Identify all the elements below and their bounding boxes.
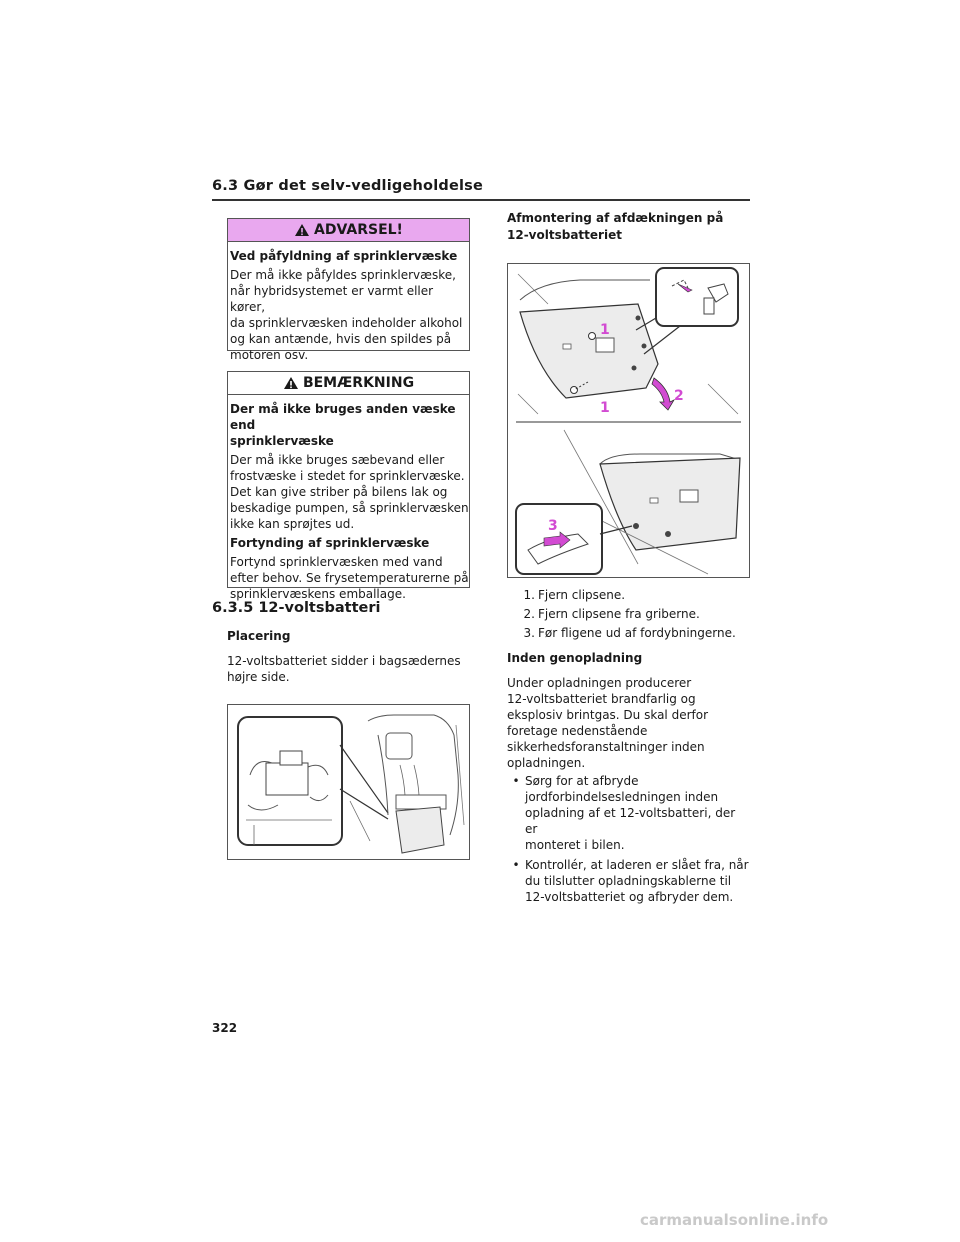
text-line: Sørg for at afbryde: [525, 774, 639, 788]
bullet-dot: •: [512, 858, 520, 872]
removal-steps: [507, 587, 750, 644]
step-text: Fjern clipsene.: [538, 588, 626, 602]
section-title: 6.3 Gør det selv-vedligeholdelse: [212, 178, 484, 194]
text-line: monteret i bilen.: [525, 838, 625, 852]
caution-triangle-icon: [283, 376, 299, 390]
list-item: [507, 625, 750, 644]
text-line: sikkerhedsforanstaltninger inden: [507, 740, 705, 754]
text-line: jordforbindelsesledningen inden: [525, 790, 719, 804]
list-item: [507, 587, 750, 606]
text-line: eksplosiv brintgas. Du skal derfor: [507, 708, 709, 722]
text-line: 12-voltsbatteriet: [507, 228, 622, 242]
warning-header: [228, 219, 469, 242]
text-line: 12-voltsbatteriet og afbryder dem.: [525, 890, 734, 904]
placement-heading: Placering: [227, 629, 291, 643]
text-line: Der må ikke bruges sæbevand eller: [230, 453, 445, 467]
battery-section-title: 6.3.5 12-voltsbatteri: [212, 600, 381, 616]
notice-box: [227, 371, 470, 601]
text-line: frostvæske i stedet for sprinklervæske.: [230, 469, 465, 483]
text-line: ikke kan sprøjtes ud.: [230, 517, 355, 531]
warning-subheading: Ved påfyldning af sprinklervæske: [230, 249, 458, 263]
charging-heading: Inden genopladning: [507, 651, 643, 665]
notice-header: [228, 372, 469, 395]
notice-heading: BEMÆRKNING: [302, 375, 415, 391]
warning-triangle-icon: [294, 223, 310, 237]
text-line: da sprinklervæsken indeholder alkohol: [230, 316, 463, 330]
text-line: foretage nedenstående: [507, 724, 648, 738]
battery-location-figure: [227, 704, 470, 860]
removal-heading: [507, 210, 750, 244]
text-line: Fortynd sprinklervæsken med vand: [230, 555, 443, 569]
page-number: 322: [212, 1021, 238, 1035]
notice-subheading-2: Fortynding af sprinklervæske: [230, 536, 430, 550]
text-line: højre side.: [227, 670, 290, 684]
battery-location-illustration: [228, 705, 469, 859]
bullet-dot: •: [512, 774, 520, 788]
text-line: Der må ikke bruges anden væske end: [230, 402, 456, 432]
text-line: beskadige pumpen, så sprinklervæsken: [230, 501, 469, 515]
header-rule: [212, 199, 750, 201]
text-line: Afmontering af afdækningen på: [507, 211, 724, 225]
text-line: motoren osv.: [230, 348, 309, 362]
cover-removal-illustration: [508, 264, 749, 577]
list-item: [507, 606, 750, 625]
text-line: opladning af et 12-voltsbatteri, der er: [525, 806, 736, 836]
callout-1-top: 1: [600, 322, 610, 338]
notice-text-1: [230, 452, 469, 532]
watermark: carmanualsonline.info: [640, 1211, 829, 1229]
text-line: efter behov. Se frysetemperaturerne på: [230, 571, 469, 585]
step-number: 3.: [523, 626, 535, 640]
warning-text: [230, 267, 469, 363]
callout-3: 3: [548, 518, 558, 534]
text-line: Der må ikke påfyldes sprinklervæske,: [230, 268, 456, 282]
callout-1-bottom: 1: [600, 400, 610, 416]
notice-text-2: [230, 554, 469, 602]
list-item: [507, 857, 750, 905]
step-text: Før fligene ud af fordybningerne.: [538, 626, 736, 640]
text-line: sprinklervæskens emballage.: [230, 587, 406, 601]
text-line: når hybridsystemet er varmt eller kører,: [230, 284, 434, 314]
placement-text: [227, 653, 472, 685]
list-item: [507, 773, 750, 853]
text-line: 12-voltsbatteriet sidder i bagsædernes: [227, 654, 461, 668]
text-line: du tilslutter opladningskablerne til: [525, 874, 732, 888]
callout-2: 2: [674, 388, 684, 404]
text-line: Kontrollér, at laderen er slået fra, når: [525, 858, 749, 872]
text-line: og kan antænde, hvis den spildes på: [230, 332, 452, 346]
charging-bullets: [507, 773, 750, 909]
text-line: sprinklervæske: [230, 434, 334, 448]
step-number: 1.: [523, 588, 535, 602]
text-line: Det kan give striber på bilens lak og: [230, 485, 448, 499]
text-line: Under opladningen producerer: [507, 676, 692, 690]
notice-subheading-1: [230, 401, 469, 449]
text-line: opladningen.: [507, 756, 586, 770]
charging-text: [507, 675, 750, 771]
warning-box: [227, 218, 470, 362]
text-line: 12-voltsbatteriet brandfarlig og: [507, 692, 696, 706]
warning-heading: ADVARSEL!: [314, 222, 403, 238]
step-number: 2.: [523, 607, 535, 621]
cover-removal-figure: [507, 263, 750, 578]
step-text: Fjern clipsene fra griberne.: [538, 607, 700, 621]
